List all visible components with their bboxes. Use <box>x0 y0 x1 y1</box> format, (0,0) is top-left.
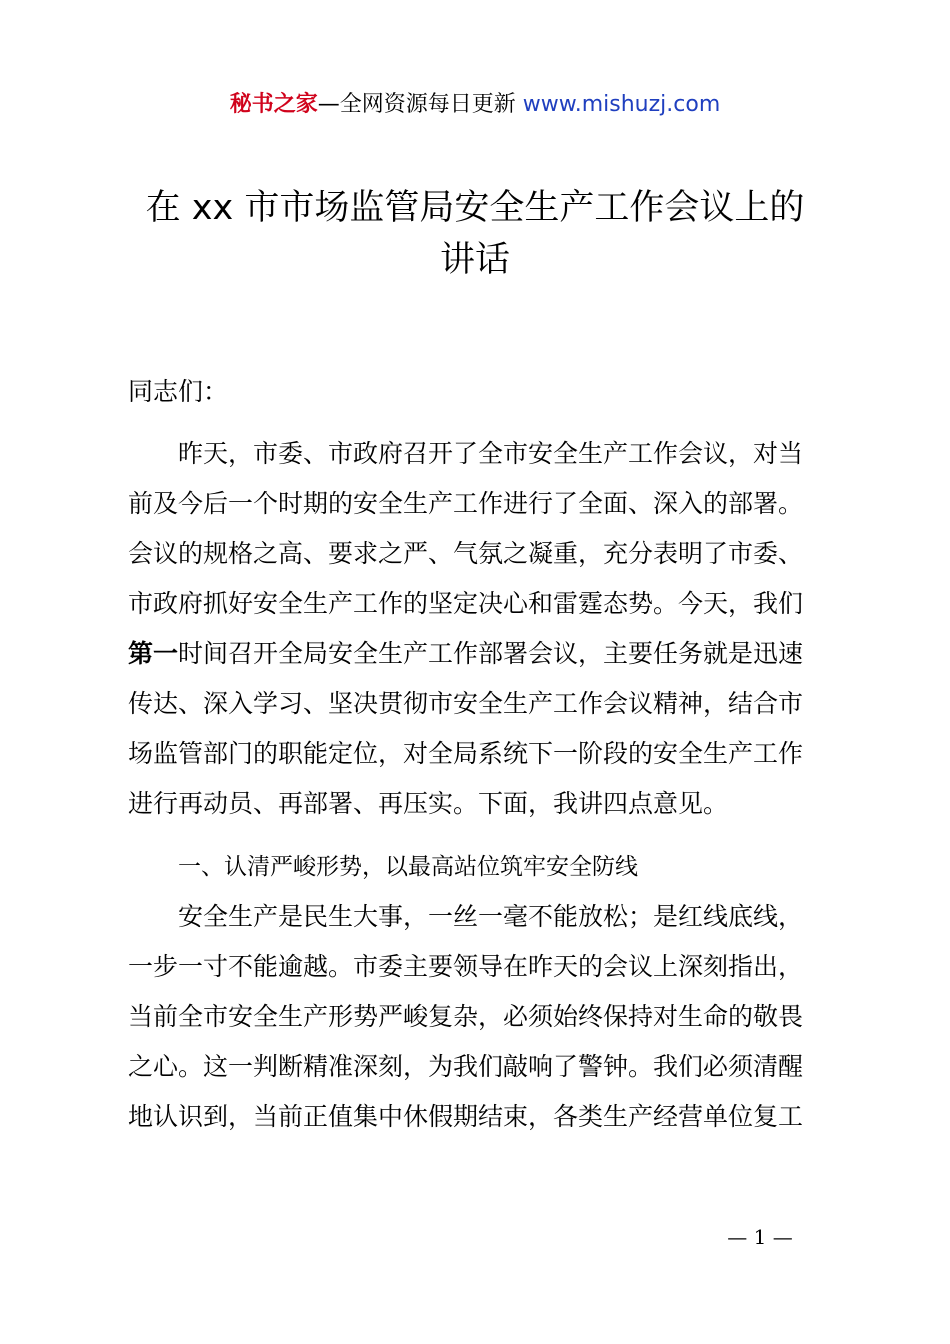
paragraph-line <box>128 629 828 679</box>
document-body <box>128 372 828 1142</box>
salutation: 同志们： <box>128 377 229 406</box>
paragraph-line: 场监管部门的职能定位，对全局系统下一阶段的安全生产工作 <box>128 739 804 768</box>
paragraph-line-rest: 时间召开全局安全生产工作部署会议，主要任务就是迅速 <box>178 639 804 668</box>
paragraph-line: 当前全市安全生产形势严峻复杂，必须始终保持对生命的敬畏 <box>128 1002 804 1031</box>
paragraph-line: 前及今后一个时期的安全生产工作进行了全面、深入的部署。 <box>128 489 804 518</box>
paragraph-line: 地认识到，当前正值集中休假期结束，各类生产经营单位复工 <box>128 1102 804 1131</box>
page-number: — 1 — <box>727 1225 793 1249</box>
bold-emphasis: 第一 <box>128 639 179 668</box>
document-title <box>0 182 950 286</box>
paragraph-line: 之心。这一判断精准深刻，为我们敲响了警钟。我们必须清醒 <box>128 1052 804 1081</box>
paragraph-1 <box>128 429 828 829</box>
paragraph-line: 市政府抓好安全生产工作的坚定决心和雷霆态势。今天，我们 <box>128 589 804 618</box>
paragraph-line: 进行再动员、再部署、再压实。下面，我讲四点意见。 <box>128 789 729 818</box>
paragraph-line: 一步一寸不能逾越。市委主要领导在昨天的会议上深刻指出， <box>128 952 804 981</box>
header-tagline: —全网资源每日更新 <box>317 92 516 117</box>
site-url-link[interactable]: www.mishuzj.com <box>522 92 721 117</box>
title-line-2: 讲话 <box>439 240 510 280</box>
paragraph-2 <box>128 892 828 1142</box>
paragraph-line: 传达、深入学习、坚决贯彻市安全生产工作会议精神，结合市 <box>128 689 804 718</box>
brand-name: 秘书之家 <box>229 92 318 117</box>
paragraph-line: 安全生产是民生大事，一丝一毫不能放松；是红线底线， <box>178 902 804 931</box>
section-heading-1: 一、认清严峻形势，以最高站位筑牢安全防线 <box>178 854 638 880</box>
paragraph-line: 会议的规格之高、要求之严、气氛之凝重，充分表明了市委、 <box>128 539 804 568</box>
site-header <box>0 88 950 122</box>
title-line-1: 在 xx 市市场监管局安全生产工作会议上的 <box>145 188 805 228</box>
paragraph-line: 昨天，市委、市政府召开了全市安全生产工作会议，对当 <box>178 439 804 468</box>
